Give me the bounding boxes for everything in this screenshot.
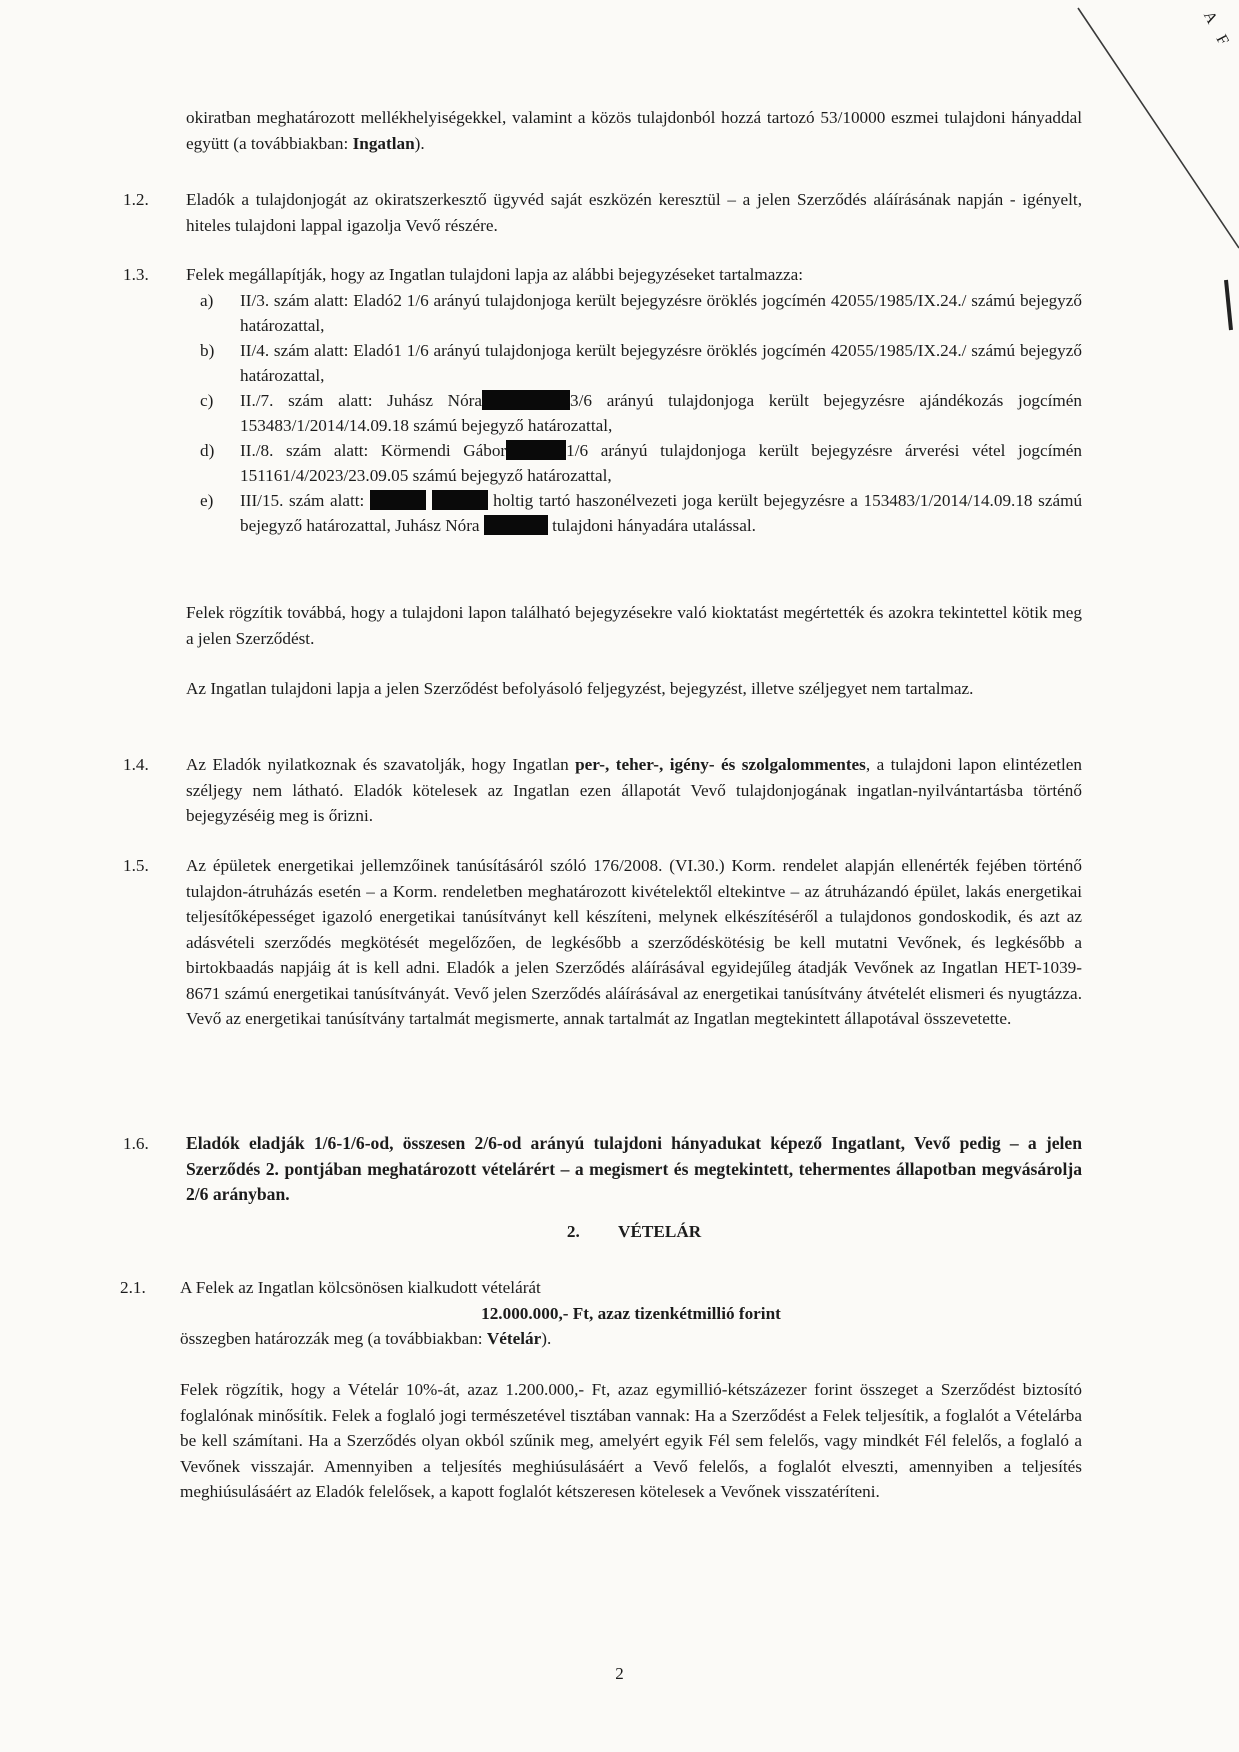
section-number-1-3: 1.3. (123, 265, 149, 284)
section-1-3-paragraph-1: Felek rögzítik továbbá, hogy a tulajdoni lapon található bejegyzésekre való kioktatást megértették és azokra tekintettel kötik meg a jelen Szerződést. (186, 603, 1082, 648)
section-1-3-paragraph-2: Az Ingatlan tulajdoni lapja a jelen Szerződést befolyásoló feljegyzést, bejegyzést, illetve széljegyet nem tartalmaz. (186, 679, 974, 698)
intro-paragraph: okiratban meghatározott mellékhelyiségekkel, valamint a közös tulajdonból hozzá tartozó 53/10000 eszmei tulajdoni hányaddal együtt (a továbbiakban: Ingatlan). (186, 108, 1082, 153)
list-item: a) II/3. szám alatt: Eladó2 1/6 arányú tulajdonjoga került bejegyzésre öröklés jogcímén 42055/1985/IX.24./ számú bejegyző határozattal, (200, 291, 1082, 335)
section-2-1-deposit-paragraph: Felek rögzítik, hogy a Vételár 10%-át, azaz 1.200.000,- Ft, azaz egymillió-kétszázezer forint összeget a Szerződést biztosító foglalónak minősítik. Felek a foglaló jogi természetével tisztában vannak: Ha a Szerződést a Felek teljesítik, a foglalót a Vételárba be kell számítani. Ha a Szerződés olyan okból szűnik meg, amelyért egyik Fél sem felelős, vagy mindkét Fél felelős, a foglaló a Vevőnek visszajár. Amennyiben a teljesítés meghiúsulásáért a Vevő felelős, a foglalót elveszti, amennyiben a teljesítés meghiúsulásáért az Eladók felelősek, a kapott foglalót kétszeresen kötelesek a Vevőnek visszatéríteni. (180, 1380, 1082, 1501)
section-1-3-text: Felek megállapítják, hogy az Ingatlan tulajdoni lapja az alábbi bejegyzéseket tartalmazza: (186, 265, 804, 284)
section-2-heading: 2. VÉTELÁR (566, 1222, 702, 1241)
section-1-4-text: Az Eladók nyilatkoznak és szavatolják, hogy Ingatlan per-, teher-, igény- és szolgalommentes, a tulajdoni lapon elintézetlen széljegy nem látható. Eladók kötelesek az Ingatlan ezen állapotát Vevő tulajdonjogának ingatlan-nyilvántartásba történő bejegyzéséig meg is őrizni. (186, 755, 1082, 825)
section-number-1-4: 1.4. (123, 755, 149, 774)
section-number-1-5: 1.5. (123, 856, 149, 875)
section-number-2-1: 2.1. (120, 1278, 146, 1297)
section-number-1-2: 1.2. (123, 190, 149, 209)
redaction-block (484, 515, 548, 535)
redaction-block (482, 390, 570, 410)
list-item: d) II./8. szám alatt: Körmendi Gábor 1/6 arányú tulajdonjoga került bejegyzésre árverési vétel jogcímén 151161/4/2023/23.09.05 számú bejegyző határozattal, (200, 441, 1082, 485)
section-1-2-text: Eladók a tulajdonjogát az okiratszerkesztő ügyvéd saját eszközén keresztül – a jelen Szerződés aláírásának napján - igényelt, hiteles tulajdoni lappal igazolja Vevő részére. (186, 190, 1082, 235)
list-item: b) II/4. szám alatt: Eladó1 1/6 arányú tulajdonjoga került bejegyzésre öröklés jogcímén 42055/1985/IX.24./ számú bejegyző határozattal, (200, 341, 1082, 385)
section-1-5-text: Az épületek energetikai jellemzőinek tanúsításáról szóló 176/2008. (VI.30.) Korm. rendelet alapján ellenérték fejében történő tulajdon-átruházás esetén – a Korm. rendeletben meghatározott kivételektől eltekintve – az átruházandó épület, lakás energetikai teljesítőképességet igazoló energetikai tanúsítványt kell készíteni, melynek elkészítéséről a tulajdonos gondoskodik, és azt az adásvételi szerződés megkötését megelőzően, de legkésőbb a szerződéskötésig be kell mutatni Vevőnek, és legkésőbb a birtokbaadás napjáig át is kell adni. Eladók a jelen Szerződés aláírásával egyidejűleg átadják Vevőnek az Ingatlan HET-1039-8671 számú energetikai tanúsítványát. Vevő jelen Szerződés aláírásával az energetikai tanúsítvány átvételét elismeri és nyugtázza. Vevő az energetikai tanúsítvány tartalmát megismerte, annak tartalmát az Ingatlan megtekintett állapotával összevetette. (186, 856, 1082, 1028)
section-1-6-text: Eladók eladják 1/6-1/6-od, összesen 2/6-od arányú tulajdoni hányadukat képező Ingatlant, Vevő pedig – a jelen Szerződés 2. pontjában meghatározott vételárért – a megismert és megtekintett, tehermentes állapotban megvásárolja 2/6 arányban. (186, 1133, 1082, 1204)
page-number: 2 (615, 1664, 624, 1683)
purchase-price: 12.000.000,- Ft, azaz tizenkétmillió forint (481, 1303, 781, 1323)
registry-entries-list (186, 288, 1082, 538)
redaction-block (506, 440, 566, 460)
section-number-1-6: 1.6. (123, 1134, 149, 1153)
list-item: e) III/15. szám alatt: holtig tartó haszonélvezeti joga került bejegyzésre a 153483/1/2014/14.09.18 számú bejegyző határozattal, Juhász Nóra tulajdoni hányadára utalással. (200, 491, 1083, 535)
list-item: c) II./7. szám alatt: Juhász Nóra 3/6 arányú tulajdonjoga került bejegyzésre ajándékozás jogcímén 153483/1/2014/14.09.18 számú bejegyző határozattal, (200, 391, 1082, 435)
redaction-block (370, 490, 426, 510)
redaction-block (432, 490, 488, 510)
section-2-1-text: A Felek az Ingatlan kölcsönösen kialkudott vételárát 12.000.000,- Ft, azaz tizenkétmillió forint összegben határozzák meg (a továbbiakban: Vételár). (180, 1275, 1082, 1352)
corner-mark: A F (1199, 8, 1235, 54)
